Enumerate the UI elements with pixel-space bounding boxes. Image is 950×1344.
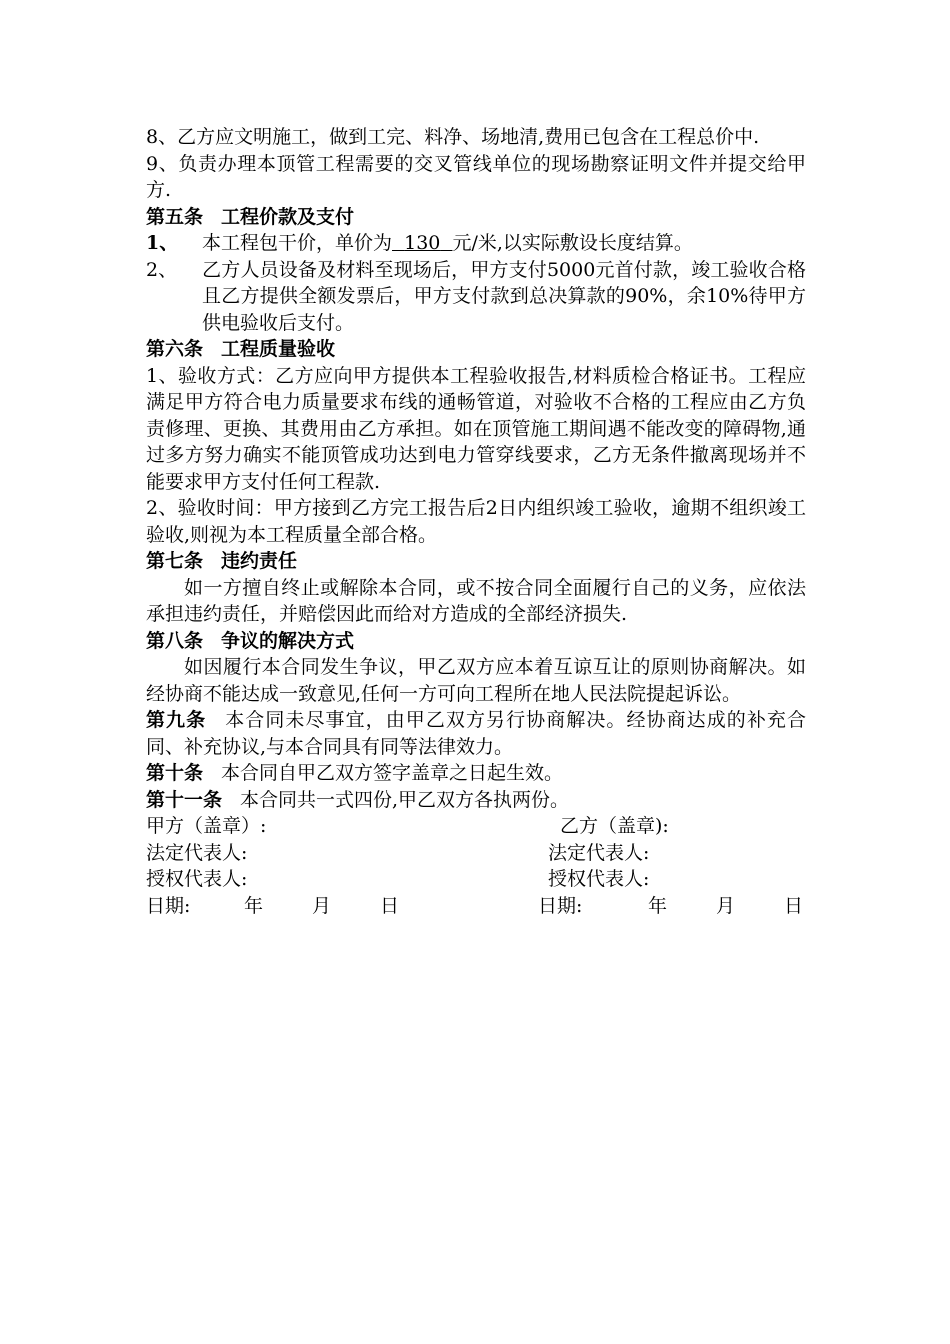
signature-legal-rep-row [146, 840, 806, 867]
item-text: 乙方人员设备及材料至现场后，甲方支付5000元首付款，竣工验收合格且乙方提供全额发票后，甲方支付款到总决算款的90%，余10%待甲方供电验收后支付。 [202, 258, 806, 334]
article-label: 第九条 [146, 709, 207, 731]
party-a-month: 月 [312, 894, 332, 917]
party-a-year: 年 [244, 894, 264, 917]
party-a-seal: 甲方（盖章）: [146, 815, 267, 837]
article-6-paragraph-2: 2、验收时间：甲方接到乙方完工报告后2日内组织竣工验收，逾期不组织竣工验收,则视为本工程质量全部合格。 [146, 497, 806, 546]
unit-price: 130 [404, 232, 441, 254]
article-5-heading [146, 204, 806, 231]
party-a-legal-rep: 法定代表人: [146, 841, 248, 864]
article-title: 争议的解决方式 [221, 629, 355, 652]
article-10 [146, 760, 806, 787]
article-6-heading [146, 336, 806, 363]
article-text: 本合同未尽事宜，由甲乙双方另行协商解决。经协商达成的补充合同、补充协议,与本合同具有同等法律效力。 [146, 709, 806, 758]
article-8-heading [146, 628, 806, 655]
article-title: 工程质量验收 [221, 338, 336, 360]
item-number: 2、 [146, 258, 178, 281]
article-title: 违约责任 [221, 550, 298, 572]
article-11 [146, 787, 806, 814]
party-a-auth-rep: 授权代表人: [146, 868, 248, 890]
item-text: 本工程包干价，单价为 [202, 232, 393, 254]
party-b-seal: 乙方（盖章): [560, 815, 669, 837]
article-7-text: 如一方擅自终止或解除本合同，或不按合同全面履行自己的义务，应依法承担违约责任，并赔偿因此而给对方造成的全部经济损失. [146, 576, 806, 625]
clause-8: 8、乙方应文明施工，做到工完、料净、场地清,费用已包含在工程总价中. [146, 126, 760, 148]
article-label: 第五条 [146, 205, 204, 228]
article-9 [146, 707, 806, 760]
article-label: 第十一条 [146, 788, 223, 811]
party-a-day: 日 [380, 894, 400, 917]
article-label: 第七条 [146, 550, 204, 572]
party-b-legal-rep: 法定代表人: [548, 841, 650, 864]
article-label: 第六条 [146, 338, 204, 360]
article-7-heading [146, 548, 806, 575]
party-b-year: 年 [648, 894, 668, 917]
item-number: 1、 [146, 232, 179, 254]
item-text-end: 元/米,以实际敷设长度结算。 [452, 232, 693, 254]
article-label: 第八条 [146, 629, 204, 652]
party-b-date-label: 日期: [538, 894, 583, 917]
article-text: 本合同自甲乙双方签字盖章之日起生效。 [221, 762, 564, 784]
article-title: 工程价款及支付 [221, 205, 355, 228]
party-b-day: 日 [784, 894, 804, 917]
article-8-text: 如因履行本合同发生争议，甲乙双方应本着互谅互让的原则协商解决。如经协商不能达成一致意见,任何一方可向工程所在地人民法院提起诉讼。 [146, 656, 806, 705]
article-text: 本合同共一式四份,甲乙双方各执两份。 [240, 788, 570, 811]
clause-9: 9、负责办理本顶管工程需要的交叉管线单位的现场勘察证明文件并提交给甲方. [146, 152, 806, 201]
article-5-item-2 [146, 257, 806, 337]
contract-body [146, 124, 806, 919]
signature-date-row [146, 893, 806, 920]
party-b-month: 月 [716, 894, 736, 917]
article-label: 第十条 [146, 762, 204, 784]
article-5-item-1 [146, 230, 806, 257]
article-6-paragraph-1: 1、验收方式：乙方应向甲方提供本工程验收报告,材料质检合格证书。工程应满足甲方符合电力质量要求布线的通畅管道，对验收不合格的工程应由乙方负责修理、更换、其费用由乙方承担。如在顶管施工期间遇不能改变的障碍物,通过多方努力确实不能顶管成功达到电力管穿线要求，乙方无条件撤离现场并不能要求甲方支付任何工程款. [146, 364, 806, 493]
signature-auth-rep-row [146, 866, 806, 893]
party-b-auth-rep: 授权代表人: [548, 868, 650, 890]
signature-party-row [146, 813, 806, 840]
party-a-date-label: 日期: [146, 894, 191, 917]
